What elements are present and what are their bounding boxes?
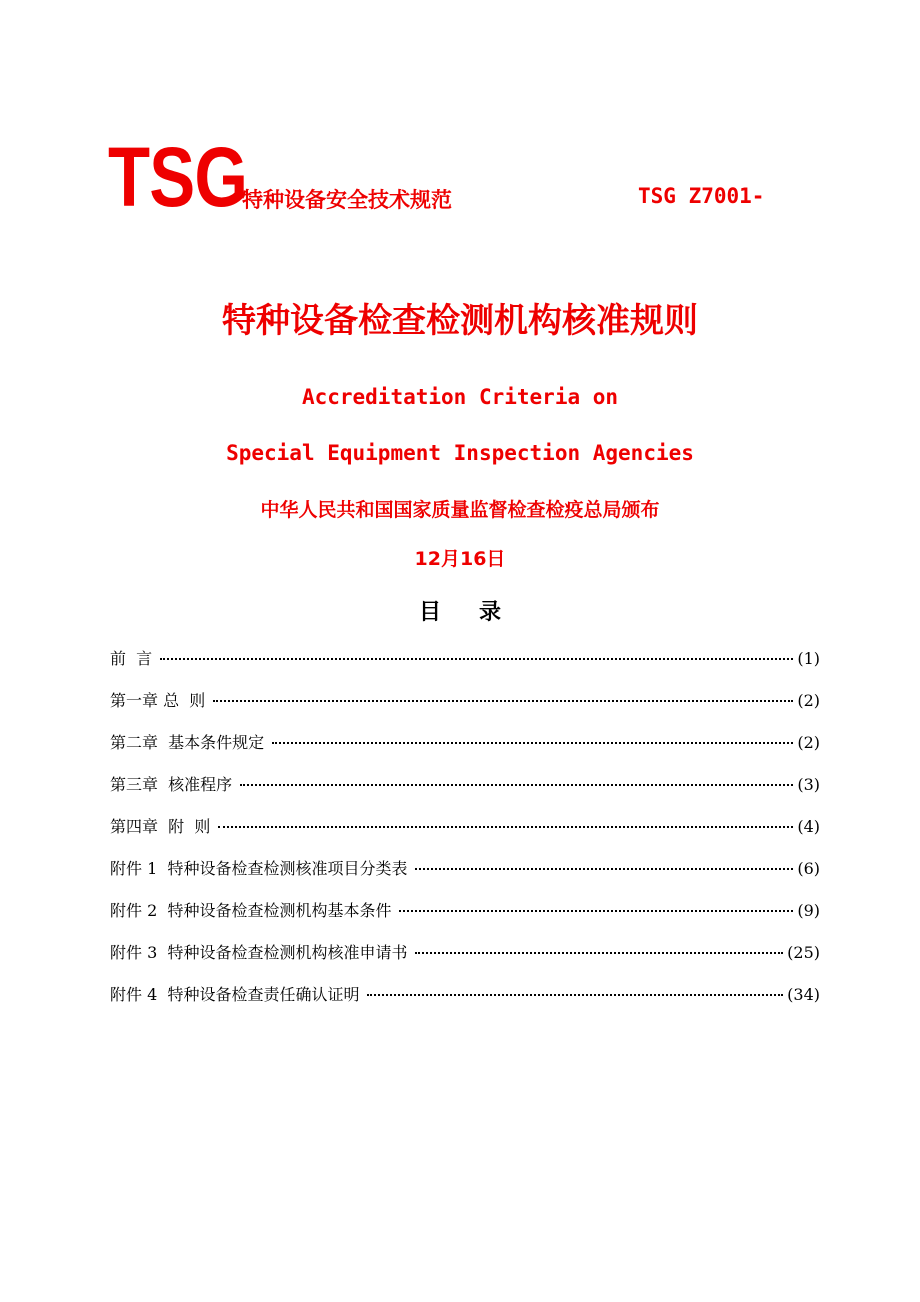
toc-entry-page: (2) bbox=[797, 733, 820, 752]
toc-entry-label: 前 言 bbox=[110, 649, 153, 668]
toc-entry[interactable] bbox=[110, 772, 820, 814]
toc-entry[interactable] bbox=[110, 982, 820, 1024]
toc-entry-page: (1) bbox=[797, 649, 820, 668]
toc-entry[interactable] bbox=[110, 856, 820, 898]
toc-entry-label: 第一章 总 则 bbox=[110, 691, 206, 710]
toc-entry-page: (4) bbox=[797, 817, 820, 836]
document-title-english-line1: Accreditation Criteria on bbox=[301, 385, 619, 409]
toc-entry-label: 附件 3 特种设备检查检测机构核准申请书 bbox=[110, 943, 408, 962]
toc-entry-page: (6) bbox=[797, 859, 820, 878]
toc-entry-label: 附件 4 特种设备检查责任确认证明 bbox=[110, 985, 360, 1004]
toc-entry-label: 附件 2 特种设备检查检测机构基本条件 bbox=[110, 901, 392, 920]
document-header bbox=[108, 130, 808, 224]
toc-entry[interactable] bbox=[110, 940, 820, 982]
issuing-authority: 中华人民共和国国家质量监督检查检疫总局颁布 bbox=[260, 499, 660, 521]
tsg-logo: TSG bbox=[108, 130, 248, 224]
toc-entry-label: 第二章 基本条件规定 bbox=[110, 733, 265, 752]
document-title-chinese: 特种设备检查检测机构核准规则 bbox=[222, 301, 698, 341]
toc-leader-dots bbox=[399, 909, 793, 912]
toc-entry[interactable] bbox=[110, 688, 820, 730]
toc-leader-dots bbox=[160, 657, 793, 660]
toc-entry[interactable] bbox=[110, 814, 820, 856]
toc-entry-page: (34) bbox=[787, 985, 820, 1004]
issue-date: 12月16日 bbox=[414, 548, 506, 570]
toc-entry-label: 第三章 核准程序 bbox=[110, 775, 233, 794]
toc-leader-dots bbox=[218, 825, 793, 828]
standard-code: TSG Z7001- bbox=[638, 184, 765, 208]
toc-entry-label: 第四章 附 则 bbox=[110, 817, 211, 836]
toc-heading: 目录 bbox=[418, 600, 539, 625]
spec-category-label: 特种设备安全技术规范 bbox=[242, 188, 452, 212]
toc-entry-page: (25) bbox=[787, 943, 820, 962]
toc-leader-dots bbox=[240, 783, 793, 786]
toc-leader-dots bbox=[415, 867, 793, 870]
toc-entry-label: 附件 1 特种设备检查检测核准项目分类表 bbox=[110, 859, 408, 878]
toc-leader-dots bbox=[272, 741, 793, 744]
toc-leader-dots bbox=[415, 951, 783, 954]
table-of-contents bbox=[110, 646, 820, 1024]
toc-entry-page: (9) bbox=[797, 901, 820, 920]
toc-entry-page: (2) bbox=[797, 691, 820, 710]
toc-leader-dots bbox=[213, 699, 793, 702]
toc-leader-dots bbox=[367, 993, 783, 996]
toc-entry[interactable] bbox=[110, 646, 820, 688]
toc-entry-page: (3) bbox=[797, 775, 820, 794]
document-title-english-line2: Special Equipment Inspection Agencies bbox=[226, 441, 694, 465]
toc-entry[interactable] bbox=[110, 730, 820, 772]
toc-entry[interactable] bbox=[110, 898, 820, 940]
